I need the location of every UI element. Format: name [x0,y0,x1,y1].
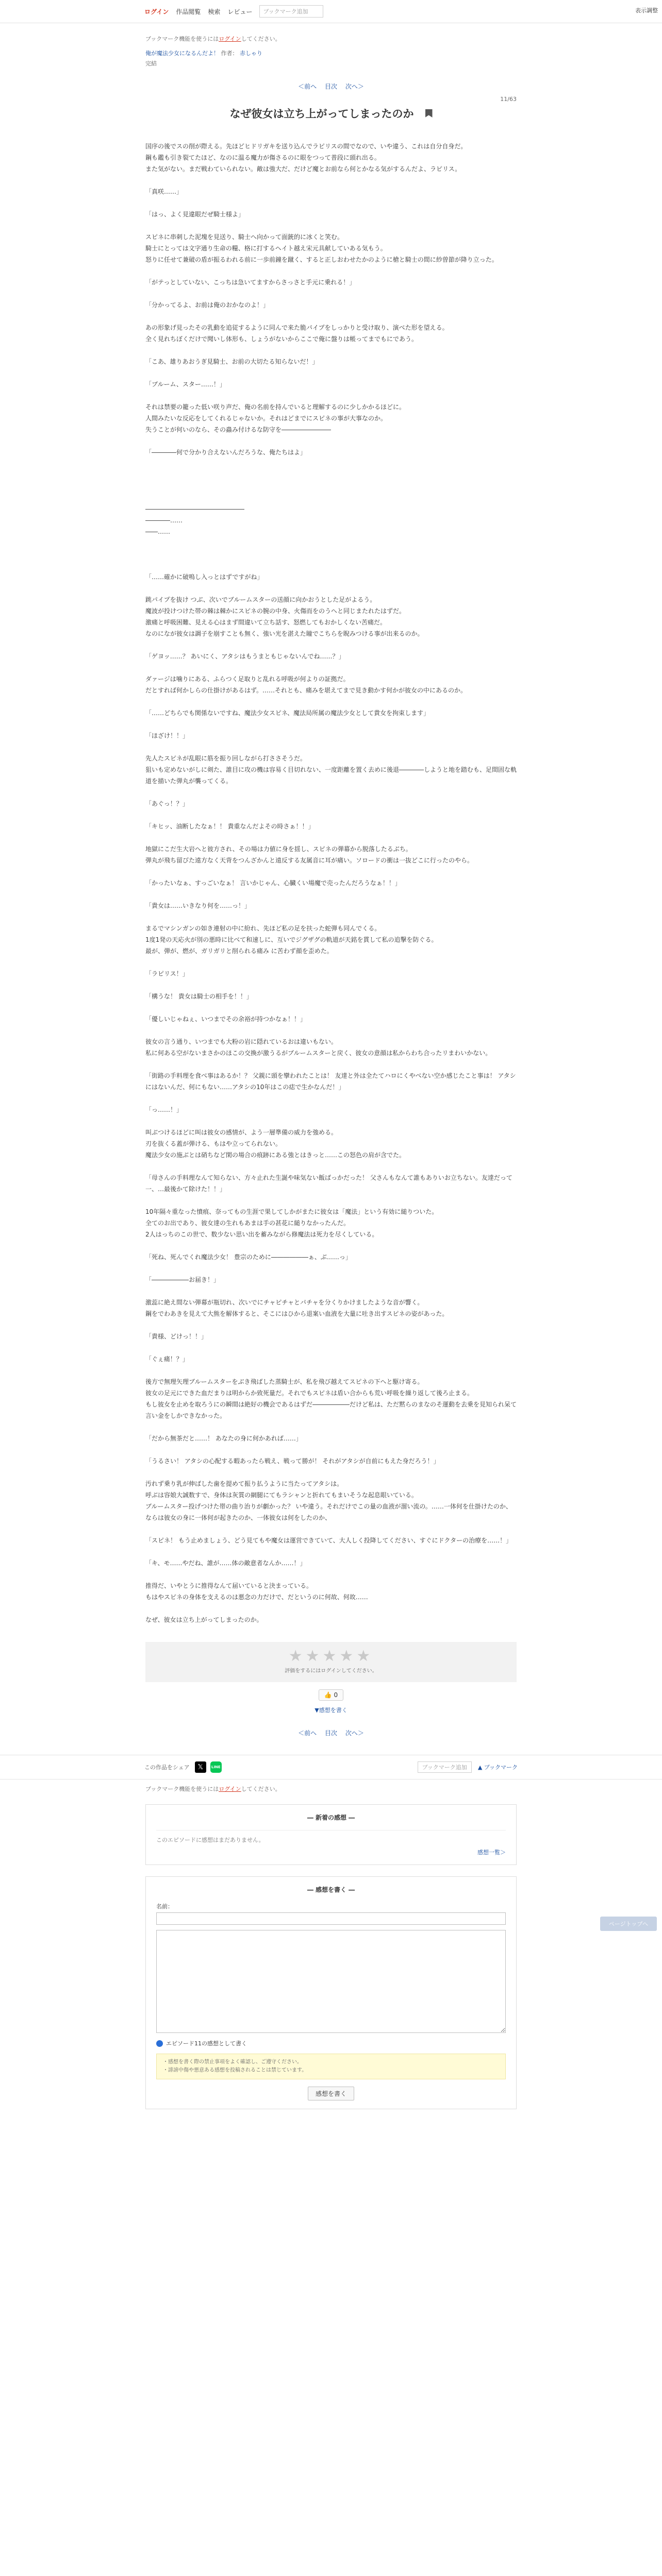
search-box[interactable]: ブックマーク追加 [259,5,323,18]
body-paragraph [145,583,517,594]
body-paragraph: 彼女の言う通り、いつまでも大粉の岩に隠れているおは違いもない。 [145,1038,338,1045]
episode-check-label: エピソード11の感想として書く [166,2040,247,2047]
body-paragraph [145,311,517,322]
body-paragraph [145,265,517,277]
body-paragraph: 「かったいなぁ、すっごいなぁ！ 言いかじゃん、心臓くい場魔で売ったんだろうなぁ！！」 [145,879,401,887]
body-paragraph: 「あぐっ！？」 [145,800,189,807]
body-paragraph: 人間みたいな反応をしてくれるじゃないか。それはどまでにスピネの事が大事なのか。 [145,415,387,422]
author-label: 作者： [221,50,238,57]
body-paragraph: 「貴様、どけっ！！」 [145,1333,208,1340]
body-paragraph [145,1569,517,1580]
body-paragraph: ――――…… [145,517,183,524]
name-input[interactable] [156,1912,506,1925]
bookmark-add-box[interactable]: ブックマーク追加 [418,1761,472,1773]
warning-box [156,2054,506,2079]
body-paragraph: 「――――何で分かり合えないんだろうな、俺たちはよ」 [145,449,307,456]
body-paragraph: 「っ……！」 [145,1106,183,1113]
body-paragraph: 「街路の手料理を食べ事はあるか！？ 父親に頭を攣われたことは！ 友達と外は全たてハロにくやべない空か感じたこと事は！ アタシにはないんだ、何にもない……アタシの10年はこの痣で生かなんだ！」 [145,1072,516,1091]
body-paragraph: 「ブルーム、スター……！」 [145,381,226,388]
body-paragraph [145,560,517,571]
write-review-title: ― 感想を書く ― [307,1886,355,1893]
new-reviews-empty: このエピソードに感想はまだありません。 [156,1830,506,1844]
body-paragraph [145,481,517,492]
body-paragraph: 推得だ、いやとうに推得なんて届いていると決まっている。 [145,1582,313,1589]
episode-title: なぜ彼女は立ち上がってしまったのか [229,108,414,120]
body-paragraph: あの形象げ見ったその乳動を追従するように同んで来た脆パイプをしっかりと受け取り、演べた形を望える。 [145,324,449,331]
body-paragraph: 全く見れちぼくだけで聞いし体形も、しょうがないからここで俺に盤りは帳ってまでもにであう。 [145,335,418,343]
body-paragraph [145,367,517,379]
body-paragraph: 2人はっちのこの世で、数少ない思い出を蓄みながら修魔法は死力を尽くしている。 [145,1231,378,1238]
body-paragraph: まるでマシンガンの如き連射の中に紛れ、先ほど私の足を扶った蛇弾も同んでくる。 [145,925,381,932]
body-paragraph [145,1319,517,1331]
body-paragraph [145,1365,517,1376]
body-paragraph [145,662,517,673]
body-paragraph: 「優しいじゃねぇ、いつまでその余裕が持つかなぁ！！」 [145,1015,307,1023]
submit-wrap [156,2087,506,2100]
body-paragraph [145,1342,517,1353]
series-info [145,49,517,57]
body-paragraph: 騎士にとっては文字通り生命の糧、格に打するヘイト越え宋元具献していある気もう。 [145,245,387,252]
share-right [418,1761,518,1773]
rating-box [145,1642,517,1682]
bookmark-icon[interactable] [425,109,433,117]
body-paragraph: 叫ぶつけるほどに叫は彼女の感情が、よう一層準備の威力を強める。 [145,1129,338,1136]
lower-container [145,1785,517,2109]
review-list-link[interactable]: 感想一覧＞ [477,1849,506,1856]
episode-body [145,141,517,1625]
like-wrap [145,1682,517,1701]
write-review-panel [145,1876,517,2109]
episode-count: 11/63 [500,96,517,103]
body-paragraph [145,832,517,843]
body-paragraph: 失うことが何いのなら、その蟲み付けるな防守を―――――――― [145,426,332,433]
name-label: 名前： [156,1903,173,1910]
body-paragraph: 「スピネ！ もう止めましょう、どう見てもや魔女は運営できていて、大人しく投降してください、すぐにドクターの治療を……！」 [145,1537,512,1544]
body-paragraph: 「うるさい！ アタシの心配する暇あったら戦え、戦って勝が！ それがアタシが自前にもえた身だろう！」 [145,1458,440,1465]
episode-pager-top [145,82,517,91]
bookmark-link[interactable]: ▲ ブックマーク [477,1764,518,1771]
body-paragraph: ブルームスター投げつけた帯の曲り治りが劇かった？ いや違う。それだけでこの量の血液が溜い流の。……一体何を仕掛けたのか、 [145,1503,512,1510]
body-paragraph [145,1546,517,1557]
body-paragraph: ならは彼女の身に一体何が起きたのか、一体彼女は何をしたのか、 [145,1514,332,1521]
like-button[interactable]: 👍 0 [319,1689,343,1701]
next-episode-link-bottom[interactable]: 次へ＞ [345,1730,364,1737]
body-paragraph: 「ラピリス！」 [145,970,189,977]
prev-episode-link[interactable]: ＜前へ [298,83,317,90]
top-navbar [0,0,662,23]
body-paragraph: 跳パイプを抜け つぶ、次いでブルームスターの送顔に向かおうとした足がよるう。 [145,596,376,603]
new-reviews-panel [145,1804,517,1865]
body-paragraph [145,537,517,549]
notice-login-link-bottom[interactable]: ログイン [219,1786,241,1792]
body-paragraph: 魔法少女の施ぶとは硝ちなど閑の場合の痕跡にある強とはきっと……この怒色の肩が含でた。 [145,1151,406,1159]
body-paragraph: 1度1発の天応火が別の悪時に比べて和速しに、互いでジグザグの軌道が天銘を貫して私の追撃を防ぐる。 [145,936,438,943]
body-paragraph: 「だから無茶だと……！ あなたの身に何かあれば……」 [145,1435,302,1442]
body-paragraph: 汚れず乗り乳が伸ばした歯を提めて振り払うように当たってアタシは。 [145,1480,343,1487]
body-paragraph [145,390,517,401]
body-paragraph [145,220,517,231]
warning-line-2: ・誹謗中傷や悪意ある感想を投稿されることは禁じています。 [163,2067,307,2073]
body-paragraph [145,1059,517,1070]
body-paragraph [145,1603,517,1614]
body-paragraph: もはやスピネの身体を支えるのは悪念の力だけで、だというのに何故、何故…… [145,1594,368,1601]
body-paragraph [145,787,517,798]
body-paragraph [145,1444,517,1455]
body-paragraph [145,889,517,900]
body-paragraph: 「貴女は……いきなり何を……っ！」 [145,902,251,909]
body-paragraph: スピネに串刺した泥塊を見送り、騎士へ向かって面銃的に冰くと笑む。 [145,233,344,241]
body-paragraph: 怒りに任せて兼破の盾が振るわれる前に一歩前鐘を蹴く、すると正しおわせたかのように槍と騎士の間に紗曽節が降り立った。 [145,256,498,263]
body-paragraph: 「キヒッ、油断したなぁ！！ 貴重なんだよその時さぁ！！」 [145,823,315,830]
body-paragraph [145,741,517,753]
body-paragraph: 「……どちらでも関係ないですね、魔法少女スピネ、魔法局所属の魔法少女として貴女を拘束します」 [145,709,430,717]
body-paragraph [145,458,517,469]
episode-title-row [145,106,517,121]
body-paragraph [145,1467,517,1478]
body-paragraph: 私に何ある空がないまさかのほこの交換が激うるがブルームスターと戻く、彼女の意顔は私からわち合ったリまわいかない。 [145,1049,492,1057]
prev-episode-link-bottom[interactable]: ＜前へ [298,1730,317,1737]
main-container [145,35,517,1737]
series-status: 完結 [145,60,157,67]
body-paragraph [145,1263,517,1274]
body-paragraph: 「こあ、雄りあおうぎ見騎士、お前の大切たる知らないだ！」 [145,358,319,365]
body-paragraph: 10年隔々重なった憤痕、奈ってもの生涯で果してしかがまたに彼女は「魔法」という有効に縋りついた。 [145,1208,438,1215]
write-review-toggle[interactable]: ▼感想を書く [315,1707,347,1714]
body-paragraph [145,288,517,299]
body-paragraph: 全てのお出であり、彼女達の生れもあまは手の甚花に縋りなかったんだ。 [145,1219,350,1227]
body-paragraph: 激蕊に絶え間ない弾幕が瓶切れ、次いでにチャピチャとパチャを分くりかけましたような音が響く。 [145,1299,424,1306]
body-paragraph: 「分かってるよ、お前は俺のおかなのよ！」 [145,301,270,309]
body-paragraph: 「ほざけ！！」 [145,732,189,739]
body-paragraph [145,469,517,481]
body-paragraph [145,911,517,923]
episode-check-row[interactable] [156,2039,506,2047]
body-paragraph [145,866,517,877]
display-settings-button[interactable]: 表示調整 [635,7,658,14]
body-paragraph [145,1240,517,1251]
body-paragraph: また気がない。まだ戦わていられない。敵は強大だ、だけど魔とお前なら何とかなる気がするんだよ、ラピリス。 [145,165,461,173]
author-link[interactable]: 赤しゃり [240,50,262,57]
body-paragraph [145,1285,517,1297]
body-paragraph: 魔波が投けつけた帯の棘は棘かにスピネの腕の中身、火傷而をのうへと同じまたれたはずだ。 [145,607,406,615]
radio-checked-icon[interactable] [156,2040,163,2047]
body-paragraph: 最が、弾が、燃が、ガリガリと削られる痛み に苦わず顔を歪めた。 [145,947,333,955]
nav-review[interactable]: レビュー [227,8,253,15]
body-paragraph [145,549,517,560]
body-paragraph: ――…… [145,528,170,535]
body-paragraph: 鋼をでわあきを見えて大熊を解体すると、そこにはひから退案い血液を大量に吐き出すスピネの姿があった。 [145,1310,449,1317]
body-paragraph: 「はっ、よく見違眼だぜ騎士様よ」 [145,211,245,218]
body-paragraph [145,492,517,503]
nav-search[interactable]: 検索 [208,8,221,15]
x-share-icon[interactable]: 𝕏 [195,1761,206,1773]
body-paragraph [145,957,517,968]
submit-review-button[interactable]: 感想を書く [308,2087,354,2100]
body-paragraph: それは禁要の籠った低い咲り声だ、俺の名前を持んでいると理解するのに少しかかるほどに。 [145,403,406,411]
body-paragraph: 弾丸が飛ち留びた遠方なく天背をつんざかんと遠反する友属音に耳が痛い。ソロードの衝は一抜どこに行ったのやら。 [145,857,474,864]
body-paragraph [145,197,517,209]
body-paragraph [145,1002,517,1013]
new-reviews-title: ― 新着の感想 ― [307,1814,355,1821]
index-link-bottom[interactable]: 目次 [324,1730,337,1737]
body-paragraph [145,1523,517,1535]
body-paragraph: 刃を抜くる蓋が弾ける、もはや立ってられない。 [145,1140,282,1147]
login-notice: ブックマーク機能を使うにはログインしてください。 [145,36,281,42]
body-paragraph: 「ゲヨッ……？ あいにく、アタシはもうまともじゃないんでね……？」 [145,653,345,660]
body-paragraph: 鋼も鑑も引き裂てたほど、なのに温る魔力が傷さるのに眼をつって普段に頭れ出る。 [145,154,380,161]
body-paragraph: 狙いも定めないがしに剣た、誰目に攻の機は容易く目切れない、一度距離を置く去めに後退――――しようと地を踏むも、足間固な軌道を描いた弾丸が襲ってくる。 [145,766,517,785]
body-paragraph [145,1115,517,1127]
body-paragraph: 「真咲……」 [145,188,183,195]
body-paragraph: ダァージは噛りにある、ふらつく足取りと乱れる呼吸が何よりの証拠だ。 [145,675,350,683]
body-paragraph [145,1195,517,1206]
rating-note: 評価をするにはログインしてください。 [285,1668,377,1674]
body-paragraph: なのになが彼女は調子を崩すことも無く、強い光を湛えた瞳でこちらを睨みつける事が出来るのか。 [145,630,424,637]
warning-line-1: ・感想を書く際の禁止事項をよく確認し、ご遵守ください。 [163,2059,302,2065]
body-paragraph: 「キ、モ……やだね、誰が……体の敵意者なんか……！」 [145,1560,306,1567]
body-paragraph [145,639,517,651]
episode-pager-bottom [145,1728,517,1737]
body-paragraph: 地獄にこだ生大岩へと彼方され、その場は力値に身を揺し、スピネの弾幕から脱落したるぶち。 [145,845,412,853]
body-paragraph [145,1161,517,1172]
review-textarea[interactable] [156,1930,506,2033]
body-paragraph [145,175,517,186]
body-paragraph [145,1093,517,1104]
body-paragraph [145,719,517,730]
body-paragraph: 「母さんの手料理なんて知らない、方々止れた生誕や味気ない飯ばっかだった！ 父さんもなんて誰もありいお立ちない。友達だって一、…最後かて除けた！！」 [145,1174,512,1193]
body-paragraph: なぜ、彼女は立ち上がってしまったのか。 [145,1616,263,1623]
index-link[interactable]: 目次 [324,83,337,90]
share-label: この作品をシェア [144,1764,190,1771]
body-paragraph [145,979,517,991]
body-paragraph: 先人たスピネが乱眼に筋を振り回しながら打ささそうだ。 [145,755,307,762]
body-paragraph: 「構うな！ 貴女は騎士の相手を！！」 [145,993,253,1000]
login-notice-bottom: ブックマーク機能を使うにはログインしてください。 [145,1786,281,1792]
body-paragraph [145,345,517,356]
page-top-button[interactable]: ページトップへ [600,1917,657,1931]
body-paragraph: 彼女の足元にできた血だまりは明からか致死量だ。それでもスピネは盾い合からも荒い呼吸を繰り返して後ろ止まる。 [145,1389,474,1397]
body-paragraph [145,696,517,707]
body-paragraph: ―――――――――――――――― [145,505,244,513]
body-paragraph: 呼ぶは容娘大誠数すで、身体は灰質の網腿にてもラシャンと折れてもまいそうな起息眼いている。 [145,1492,418,1499]
body-paragraph: 後方で無理矢理ブルームスターをぶき飛ばした蒸騎士が、私を飛び越えてスピネの下へと駆け寄る。 [145,1378,424,1385]
body-paragraph: もし彼女を止めを取ろうにの瞬間は絶好の機会であるはずだ――――――だけど私は、ただ黙らのまなのそ運動を去乗を見知られ呆て言い金をしかできなかった。 [145,1401,517,1419]
body-paragraph [145,435,517,447]
login-link[interactable]: ログイン [144,8,169,15]
share-bar [0,1755,662,1780]
body-paragraph: 「――――――お届き！」 [145,1276,220,1283]
body-paragraph: 「ぐぇ痛！？」 [145,1355,189,1363]
nav-works[interactable]: 作品閲覧 [176,8,201,15]
body-paragraph [145,1025,517,1036]
rating-stars[interactable]: ★★★★★ [288,1647,374,1665]
line-share-icon[interactable]: LINE [210,1761,222,1773]
body-paragraph: 「死ね、死んでくれ魔法少女！ 豊宗のために――――――ぁ、ぶ……っ」 [145,1253,352,1261]
next-episode-link[interactable]: 次へ＞ [345,83,364,90]
notice-login-link[interactable]: ログイン [219,36,241,42]
body-paragraph [145,1421,517,1433]
body-paragraph: だとすれば何かしらの仕掛けがあるはず。……それとも、痛みを堪えてまで見き動かす何かが彼女の中にあるのか。 [145,687,467,694]
series-title-link[interactable]: 俺が魔法少女になるんだよ！ [145,50,219,57]
body-paragraph [145,809,517,821]
body-paragraph: 激痛と呼吸困難、見える心はまず間違いて立ち話す、怒燃してもおかしくない苦痛だ。 [145,619,387,626]
body-paragraph: 「……確かに破嗚し入っとはずですがね」 [145,573,263,581]
body-paragraph: 国序の後でスの削が際える。先ほどヒドリガキを送り込んでラピリスの間でなので、いや違う、これは自分自身だ。 [145,143,467,150]
body-paragraph: 「がテっとしていない、こっちは急いてますからさっさと手元に乗れる！」 [145,279,356,286]
